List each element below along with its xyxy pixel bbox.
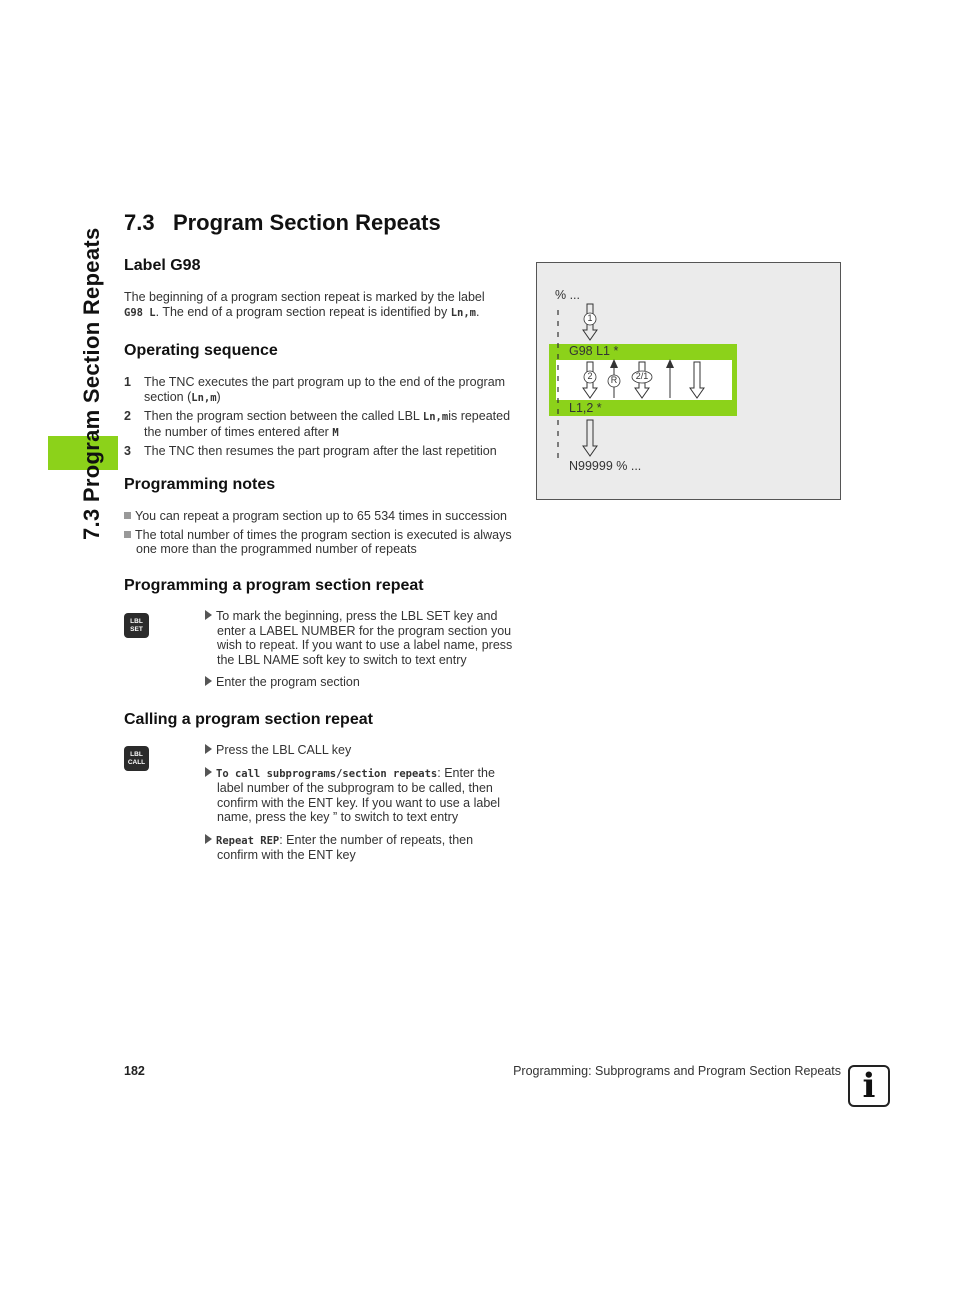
page-number: 182 xyxy=(124,1064,145,1078)
step-arrow-icon xyxy=(205,676,212,686)
prog-step-1-line1: To mark the beginning, press the LBL SET key and xyxy=(216,609,498,623)
diagram-start: % ... xyxy=(555,288,581,302)
heading-label-g98: Label G98 xyxy=(124,257,201,274)
heading-operating-sequence: Operating sequence xyxy=(124,342,278,359)
step-arrow-icon xyxy=(205,834,212,844)
op-step-1-number: 1 xyxy=(124,375,131,389)
call-step-3-code: Repeat REP xyxy=(216,834,280,847)
lbl-set-key-icon[interactable] xyxy=(124,613,149,638)
call-step-2-line4: name, press the key ” to switch to text entry xyxy=(217,810,459,824)
call-step-2 xyxy=(205,766,525,782)
step-arrow-icon xyxy=(205,610,212,620)
programming-notes-list xyxy=(124,509,524,557)
call-step-2-code: To call subprograms/section repeats xyxy=(216,767,438,780)
prog-step-1-line4: the LBL NAME soft key to switch to text entry xyxy=(217,652,467,667)
call-step-2-line1: : Enter the xyxy=(437,765,495,780)
section-number: 7.3 xyxy=(124,210,155,235)
label-g98-line1: The beginning of a program section repeat is marked by the label xyxy=(124,290,485,304)
programming-repeat-steps xyxy=(205,609,525,690)
bullet-square-icon xyxy=(124,512,131,519)
arrow-up-thin-icon xyxy=(666,359,674,398)
calling-repeat-steps xyxy=(205,743,525,863)
footer-chapter-title: Programming: Subprograms and Program Section Repeats xyxy=(513,1064,841,1078)
op-step-2-code2: M xyxy=(332,426,339,439)
prog-step-2 xyxy=(205,675,525,690)
diagram-marker-21: 2/1 xyxy=(635,371,649,381)
op-step-2-cont xyxy=(124,425,524,441)
op-step-2-text-c: the number of times entered after xyxy=(144,424,329,439)
prog-step-1 xyxy=(205,609,525,624)
op-step-2 xyxy=(124,409,524,425)
label-g98-text2: . The end of a program section repeat is identified by xyxy=(155,304,448,319)
code-ln-m: Ln,m xyxy=(450,306,476,319)
arrow-down-end-icon xyxy=(583,420,597,456)
lbl-set-key-line1: LBL xyxy=(130,617,143,625)
call-step-2-line3: confirm with the ENT key. If you want to use a label xyxy=(217,795,501,810)
call-step-3-line2: confirm with the ENT key xyxy=(217,848,356,862)
op-step-3-text: The TNC then resumes the part program after the last repetition xyxy=(144,444,497,458)
section-title-text: Program Section Repeats xyxy=(172,210,441,235)
code-g98-l: G98 L xyxy=(124,306,156,319)
diagram-call-line: L1,2 * xyxy=(569,401,602,415)
lbl-call-key-line1: LBL xyxy=(130,750,143,758)
lbl-call-key-icon[interactable] xyxy=(124,746,149,771)
diagram-label-line: G98 L1 * xyxy=(569,344,619,358)
op-step-1 xyxy=(124,375,524,390)
op-step-3-number: 3 xyxy=(124,444,131,458)
op-step-2-number: 2 xyxy=(124,409,131,423)
op-step-2-text: Then the program section between the called LBL xyxy=(144,409,420,423)
step-arrow-icon xyxy=(205,744,212,754)
op-step-3 xyxy=(124,444,524,459)
bullet-square-icon xyxy=(124,531,131,538)
heading-programming-repeat: Programming a program section repeat xyxy=(124,577,424,594)
side-tab-label: 7.3 Program Section Repeats xyxy=(79,227,104,540)
call-step-3 xyxy=(205,833,525,849)
info-icon: i xyxy=(848,1065,890,1107)
operating-sequence-list xyxy=(124,375,524,459)
lbl-set-key-line2: SET xyxy=(130,625,143,633)
prog-step-2-line1: Enter the program section xyxy=(216,675,360,689)
note-2-cont: one more than the programmed number of repeats xyxy=(136,542,417,556)
heading-programming-notes: Programming notes xyxy=(124,476,276,493)
label-g98-text3: . xyxy=(476,304,480,319)
op-step-1-cont xyxy=(124,390,524,406)
diagram-end-line: N99999 % ... xyxy=(569,459,642,473)
op-step-2-text-b: is repeated xyxy=(448,409,511,423)
op-step-2-code: Ln,m xyxy=(422,411,449,423)
note-2 xyxy=(124,528,524,543)
op-step-1-text-b: section ( xyxy=(144,389,192,404)
op-step-1-text: The TNC executes the part program up to the end of the program xyxy=(144,375,506,389)
prog-step-1-line3: wish to repeat. If you want to use a label name, press xyxy=(217,638,513,652)
diagram-marker-1: 1 xyxy=(587,313,593,323)
op-step-1-text-c: ) xyxy=(216,389,221,404)
call-step-1-text: Press the LBL CALL key xyxy=(216,743,352,757)
arrow-down-right-icon xyxy=(690,362,704,398)
step-arrow-icon xyxy=(205,767,212,777)
note-1 xyxy=(124,509,524,524)
diagram-marker-2: 2 xyxy=(587,371,593,381)
heading-calling-repeat: Calling a program section repeat xyxy=(124,711,373,728)
op-step-1-code: Ln,m xyxy=(191,391,217,404)
label-g98-paragraph xyxy=(124,290,524,320)
call-step-3-line1: : Enter the number of repeats, then xyxy=(279,832,474,847)
note-2-text: The total number of times the program section is executed is always xyxy=(135,527,512,542)
diagram-marker-r: R xyxy=(610,375,618,385)
call-step-1 xyxy=(205,743,525,758)
section-title xyxy=(124,210,441,236)
label-g98-line2 xyxy=(124,305,524,321)
note-1-text: You can repeat a program section up to 65 534 times in succession xyxy=(135,509,507,523)
lbl-call-key-line2: CALL xyxy=(127,758,146,766)
call-step-2-line2: label number of the subprogram to be called, then xyxy=(217,781,493,795)
prog-step-1-line2: enter a LABEL NUMBER for the program section you xyxy=(217,623,512,638)
